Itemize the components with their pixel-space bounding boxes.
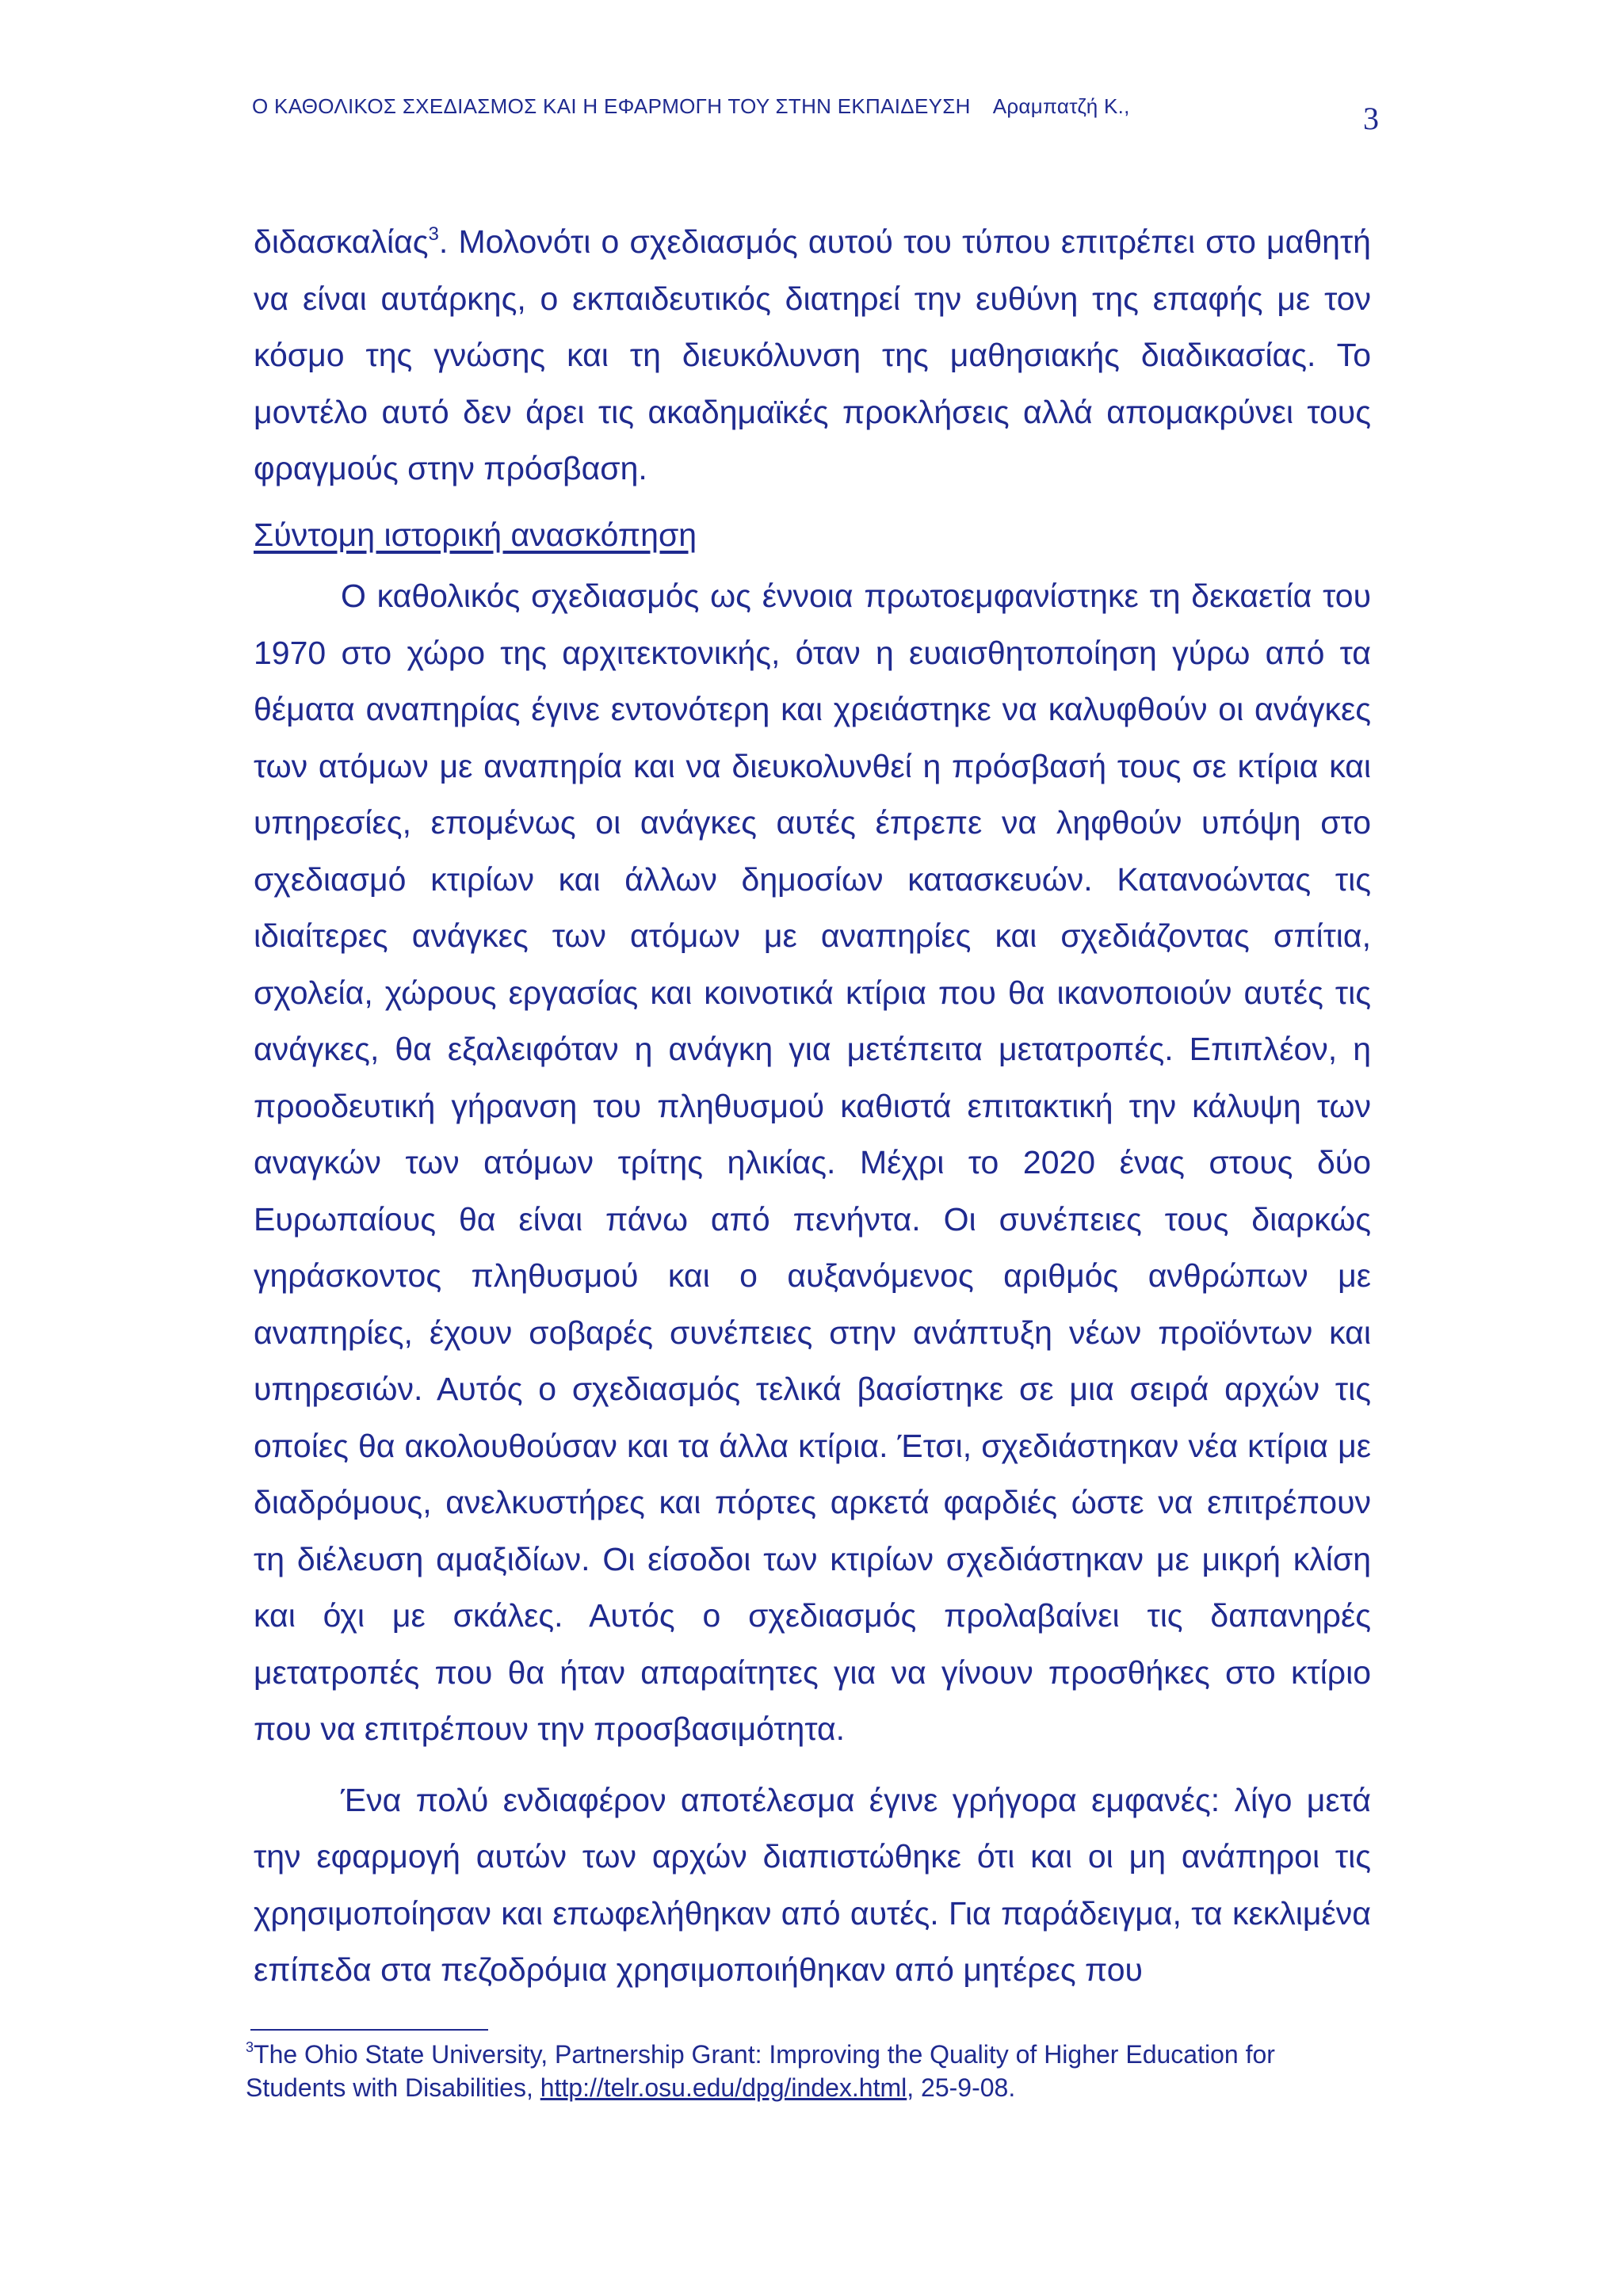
paragraph-2: Ο καθολικός σχεδιασμός ως έννοια πρωτοεμφανίστηκε τη δεκαετία του 1970 στο χώρο της αρχιτεκτονικής, όταν η ευαισθητοποίηση γύρω από τα θέματα αναπηρίας έγινε εντονότερη και χρειάστηκε να καλυφθούν οι ανάγκες των ατόμων με αναπηρία και να διευκολυνθεί η πρόσβασή τους σε κτίρια και υπηρεσίες, επομένως οι ανάγκες αυτές έπρεπε να ληφθούν υπόψη στο σχεδιασμό κτιρίων και άλλων δημοσίων κατασκευών. Κατανοώντας τις ιδιαίτερες ανάγκες των ατόμων με αναπηρίες και σχεδιάζοντας σπίτια, σχολεία, χώρους εργασίας και κοινοτικά κτίρια που θα ικανοποιούν αυτές τις ανάγκες, θα εξαλειφόταν η ανάγκη για μετέπειτα μετατροπές. Επιπλέον, η προοδευτική γήρανση του πληθυσμού καθιστά επιτακτική την κάλυψη των αναγκών των ατόμων τρίτης ηλικίας. Μέχρι το 2020 ένας στους δύο Ευρωπαίους θα είναι πάνω από πενήντα. Οι συνέπειες τους διαρκώς γηράσκοντος πληθυσμού και ο αυξανόμενος αριθμός ανθρώπων με αναπηρίες, έχουν σοβαρές συνέπειες στην ανάπτυξη νέων προϊόντων και υπηρεσιών. Αυτός ο σχεδιασμός τελικά βασίστηκε σε μια σειρά αρχών τις οποίες θα ακολουθούσαν και τα άλλα κτίρια. Έτσι, σχεδιάστηκαν νέα κτίρια με διαδρόμους, ανελκυστήρες και πόρτες αρκετά φαρδιές ώστε να επιτρέπουν τη διέλευση αμαξιδίων. Οι είσοδοι των κτιρίων σχεδιάστηκαν με μικρή κλίση και όχι με σκάλες. Αυτός ο σχεδιασμός προλαβαίνει τις δαπανηρές μετατροπές που θα ήταν απαραίτητες για να γίνουν προσθήκες στο κτίριο που να επιτρέπουν την προσβασιμότητα. <box>254 578 1371 1747</box>
footnote-reference: 3 <box>428 223 439 245</box>
footnote-text: The Ohio State University, Partnership Grant: Improving the Quality of Higher Education for Students with Disabilities, <box>246 2040 1275 2102</box>
header-title: Ο ΚΑΘΟΛΙΚΟΣ ΣΧΕΔΙΑΣΜΟΣ ΚΑΙ Η ΕΦΑΡΜΟΓΗ ΤΟΥ ΣΤΗΝ ΕΚΠΑΙΔΕΥΣΗ <box>252 94 971 118</box>
paragraph-3: Ένα πολύ ενδιαφέρον αποτέλεσμα έγινε γρήγορα εμφανές: λίγο μετά την εφαρμογή αυτών των αρχών διαπιστώθηκε ότι και οι μη ανάπηροι τις χρησιμοποίησαν και επωφελήθηκαν από αυτές. Για παράδειγμα, τα κεκλιμένα επίπεδα στα πεζοδρόμια χρησιμοποιήθηκαν από μητέρες που <box>254 1781 1371 1988</box>
page-number: 3 <box>1363 101 1379 136</box>
body-text <box>254 214 1371 1999</box>
footnote-marker: 3 <box>246 2039 254 2055</box>
running-header <box>252 94 1371 119</box>
section-heading: Σύντομη ιστορική ανασκόπηση <box>254 516 697 553</box>
footnote-separator <box>250 2029 488 2031</box>
footnote-link[interactable]: http://telr.osu.edu/dpg/index.html <box>540 2073 907 2102</box>
footnote <box>246 2038 1379 2104</box>
paragraph-1-rest: . Μολονότι ο σχεδιασμός αυτού του τύπου επιτρέπει στο μαθητή να είναι αυτάρκης, ο εκπαιδευτικός διατηρεί την ευθύνη της επαφής με τον κόσμο της γνώσης και τη διευκόλυνση της μαθησιακής διαδικασίας. Το μοντέλο αυτό δεν άρει τις ακαδημαϊκές προκλήσεις αλλά απομακρύνει τους φραγμούς στην πρόσβαση. <box>254 223 1371 486</box>
footnote-date: , 25-9-08. <box>907 2073 1016 2102</box>
paragraph-1-lead: διδασκαλίας <box>254 223 429 260</box>
paragraph-1 <box>254 214 1371 498</box>
header-author: Αραμπατζή Κ., <box>992 94 1130 118</box>
